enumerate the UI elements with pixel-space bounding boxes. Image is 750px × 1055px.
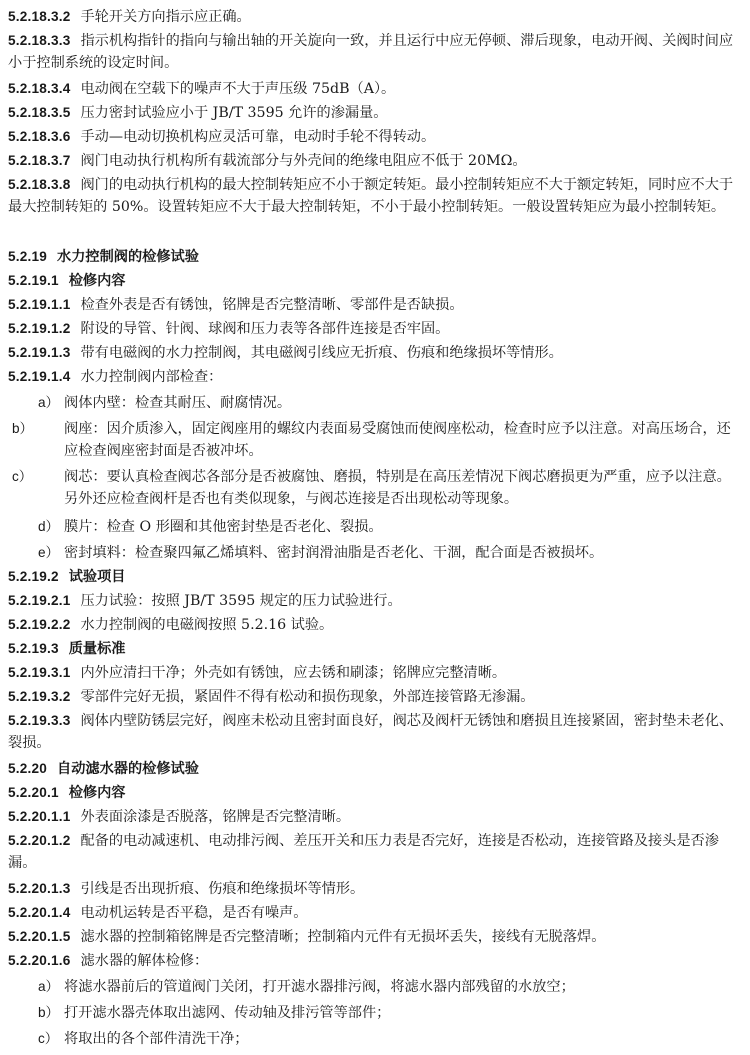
clause-5-2-20-1-2	[8, 830, 742, 874]
clause-number: 5.2.20.1.2	[8, 833, 71, 848]
clause-5-2-19-1-1	[8, 294, 742, 316]
clause-text: 压力密封试验应小于 JB/T 3595 允许的渗漏量。	[80, 105, 388, 121]
heading-text: 自动滤水器的检修试验	[57, 761, 199, 777]
clause-text: 带有电磁阀的水力控制阀，其电磁阀引线应无折痕、伤痕和绝缘损坏等情形。	[80, 345, 563, 361]
clause-number: 5.2.18.3.3	[8, 33, 71, 48]
clause-number: 5.2.20.1.1	[8, 809, 71, 824]
clause-text: 手动—电动切换机构应灵活可靠，电动时手轮不得转动。	[80, 129, 436, 145]
clause-number: 5.2.19.2.2	[8, 617, 71, 632]
clause-5-2-18-3-8	[8, 174, 742, 218]
clause-number: 5.2.19	[8, 249, 47, 264]
section-heading-5-2-19-2	[8, 566, 742, 588]
list-item-text: 阀座：因介质渗入，固定阀座用的螺纹内表面易受腐蚀而使阀座松动，检查时应予以注意。对高压场合，还应检查阀座密封面是否被冲坏。	[64, 421, 731, 459]
list-marker: b）	[12, 421, 34, 436]
clause-text: 电动阀在空载下的噪声不大于声压级 75dB（A）。	[80, 81, 396, 97]
list-marker: b）	[38, 1005, 60, 1020]
clause-number: 5.2.20	[8, 761, 47, 776]
list-item-c-2	[38, 1028, 742, 1050]
clause-number: 5.2.18.3.8	[8, 177, 71, 192]
clause-5-2-20-1-3	[8, 878, 742, 900]
clause-5-2-18-3-4	[8, 78, 742, 100]
clause-text: 压力试验：按照 JB/T 3595 规定的压力试验进行。	[80, 593, 402, 609]
clause-5-2-20-1-4	[8, 902, 742, 924]
clause-5-2-19-1-2	[8, 318, 742, 340]
list-item-a	[38, 392, 742, 414]
clause-number: 5.2.18.3.2	[8, 9, 71, 24]
clause-number: 5.2.20.1	[8, 785, 59, 800]
list-item-text: 打开滤水器壳体取出滤网、传动轴及排污管等部件；	[64, 1005, 391, 1021]
clause-5-2-18-3-7	[8, 150, 742, 172]
clause-number: 5.2.20.1.5	[8, 929, 71, 944]
clause-number: 5.2.19.3.3	[8, 713, 71, 728]
clause-5-2-19-1-4	[8, 366, 742, 388]
section-heading-5-2-19	[8, 246, 742, 268]
clause-number: 5.2.18.3.4	[8, 81, 71, 96]
clause-number: 5.2.20.1.6	[8, 953, 71, 968]
clause-5-2-19-3-2	[8, 686, 742, 708]
clause-number: 5.2.20.1.4	[8, 905, 71, 920]
clause-5-2-19-2-1	[8, 590, 742, 612]
heading-text: 水力控制阀的检修试验	[57, 249, 199, 265]
clause-number: 5.2.19.1.2	[8, 321, 71, 336]
clause-text: 零部件完好无损，紧固件不得有松动和损伤现象，外部连接管路无渗漏。	[80, 689, 535, 705]
clause-text: 阀门电动执行机构所有载流部分与外壳间的绝缘电阻应不低于 20MΩ。	[80, 153, 527, 169]
clause-number: 5.2.19.3.2	[8, 689, 71, 704]
clause-number: 5.2.19.2.1	[8, 593, 71, 608]
list-item-b-2	[38, 1002, 742, 1024]
list-item-d	[38, 516, 742, 538]
list-marker: a）	[38, 395, 60, 410]
list-marker: c）	[12, 469, 33, 484]
clause-5-2-20-1-5	[8, 926, 742, 948]
list-marker: a）	[38, 979, 60, 994]
clause-text: 外表面涂漆是否脱落，铭牌是否完整清晰。	[80, 809, 351, 825]
clause-5-2-20-1-6	[8, 950, 742, 972]
clause-number: 5.2.19.2	[8, 569, 59, 584]
clause-text: 滤水器的解体检修：	[80, 953, 209, 969]
clause-text: 水力控制阀的电磁阀按照 5.2.16 试验。	[80, 617, 334, 633]
clause-number: 5.2.19.3	[8, 641, 59, 656]
clause-5-2-19-3-1	[8, 662, 742, 684]
list-item-b	[12, 418, 742, 462]
clause-text: 手轮开关方向指示应正确。	[80, 9, 251, 25]
list-item-a-2	[38, 976, 742, 998]
clause-number: 5.2.20.1.3	[8, 881, 71, 896]
list-item-text: 将滤水器前后的管道阀门关闭，打开滤水器排污阀，将滤水器内部残留的水放空；	[64, 979, 575, 995]
clause-text: 内外应清扫干净；外壳如有锈蚀，应去锈和刷漆；铭牌应完整清晰。	[80, 665, 507, 681]
clause-text: 附设的导管、针阀、球阀和压力表等各部件连接是否牢固。	[80, 321, 450, 337]
list-marker: d）	[38, 519, 60, 534]
clause-text: 水力控制阀内部检查：	[80, 369, 223, 385]
list-item-text: 阀体内壁：检查其耐压、耐腐情况。	[64, 395, 292, 411]
clause-5-2-19-2-2	[8, 614, 742, 636]
clause-5-2-18-3-5	[8, 102, 742, 124]
clause-text: 滤水器的控制箱铭牌是否完整清晰；控制箱内元件有无损坏丢失，接线有无脱落焊。	[80, 929, 606, 945]
list-item-text: 将取出的各个部件清洗干净；	[64, 1031, 249, 1047]
clause-text: 检查外表是否有锈蚀，铭牌是否完整清晰、零部件是否缺损。	[80, 297, 464, 313]
clause-text: 指示机构指针的指向与输出轴的开关旋向一致，并且运行中应无停顿、滞后现象，电动开阀、关阀时间应小于控制系统的设定时间。	[8, 33, 734, 71]
clause-number: 5.2.18.3.5	[8, 105, 71, 120]
section-heading-5-2-19-1	[8, 270, 742, 292]
heading-text: 检修内容	[68, 273, 126, 289]
heading-text: 质量标准	[68, 641, 126, 657]
clause-5-2-19-3-3	[8, 710, 742, 754]
clause-number: 5.2.19.1.3	[8, 345, 71, 360]
clause-number: 5.2.18.3.6	[8, 129, 71, 144]
clause-5-2-18-3-3	[8, 30, 742, 74]
clause-number: 5.2.19.1.4	[8, 369, 71, 384]
list-marker: e）	[38, 545, 60, 560]
clause-5-2-19-1-3	[8, 342, 742, 364]
clause-5-2-18-3-6	[8, 126, 742, 148]
heading-text: 试验项目	[68, 569, 126, 585]
list-item-e	[38, 542, 742, 564]
clause-text: 阀体内壁防锈层完好，阀座未松动且密封面良好，阀芯及阀杆无锈蚀和磨损且连接紧固，密封垫未老化、裂损。	[8, 713, 734, 751]
clause-number: 5.2.19.1.1	[8, 297, 71, 312]
clause-5-2-18-3-2	[8, 6, 742, 28]
clause-text: 电动机运转是否平稳，是否有噪声。	[80, 905, 308, 921]
heading-text: 检修内容	[68, 785, 126, 801]
clause-number: 5.2.19.3.1	[8, 665, 71, 680]
clause-5-2-20-1-1	[8, 806, 742, 828]
clause-text: 配备的电动减速机、电动排污阀、差压开关和压力表是否完好，连接是否松动，连接管路及接头是否渗漏。	[8, 833, 719, 871]
list-item-c	[12, 466, 742, 510]
section-heading-5-2-19-3	[8, 638, 742, 660]
clause-number: 5.2.18.3.7	[8, 153, 71, 168]
list-item-text: 膜片：检查 O 形圈和其他密封垫是否老化、裂损。	[64, 519, 383, 535]
list-item-text: 密封填料：检查聚四氟乙烯填料、密封润滑油脂是否老化、干涸，配合面是否被损坏。	[64, 545, 604, 561]
section-heading-5-2-20-1	[8, 782, 742, 804]
clause-text: 阀门的电动执行机构的最大控制转矩应不小于额定转矩。最小控制转矩应不大于额定转矩，同时应不大于最大控制转矩的 50%。设置转矩应不大于最大控制转矩，不小于最小控制转矩。一般设置转矩应为最小控制转矩。	[8, 177, 734, 215]
clause-text: 引线是否出现折痕、伤痕和绝缘损坏等情形。	[80, 881, 365, 897]
clause-number: 5.2.19.1	[8, 273, 59, 288]
list-item-text: 阀芯：要认真检查阀芯各部分是否被腐蚀、磨损，特别是在高压差情况下阀芯磨损更为严重，应予以注意。另外还应检查阀杆是否也有类似现象，与阀芯连接是否出现松动等现象。	[64, 469, 731, 507]
list-marker: c）	[38, 1031, 59, 1046]
section-heading-5-2-20	[8, 758, 742, 780]
